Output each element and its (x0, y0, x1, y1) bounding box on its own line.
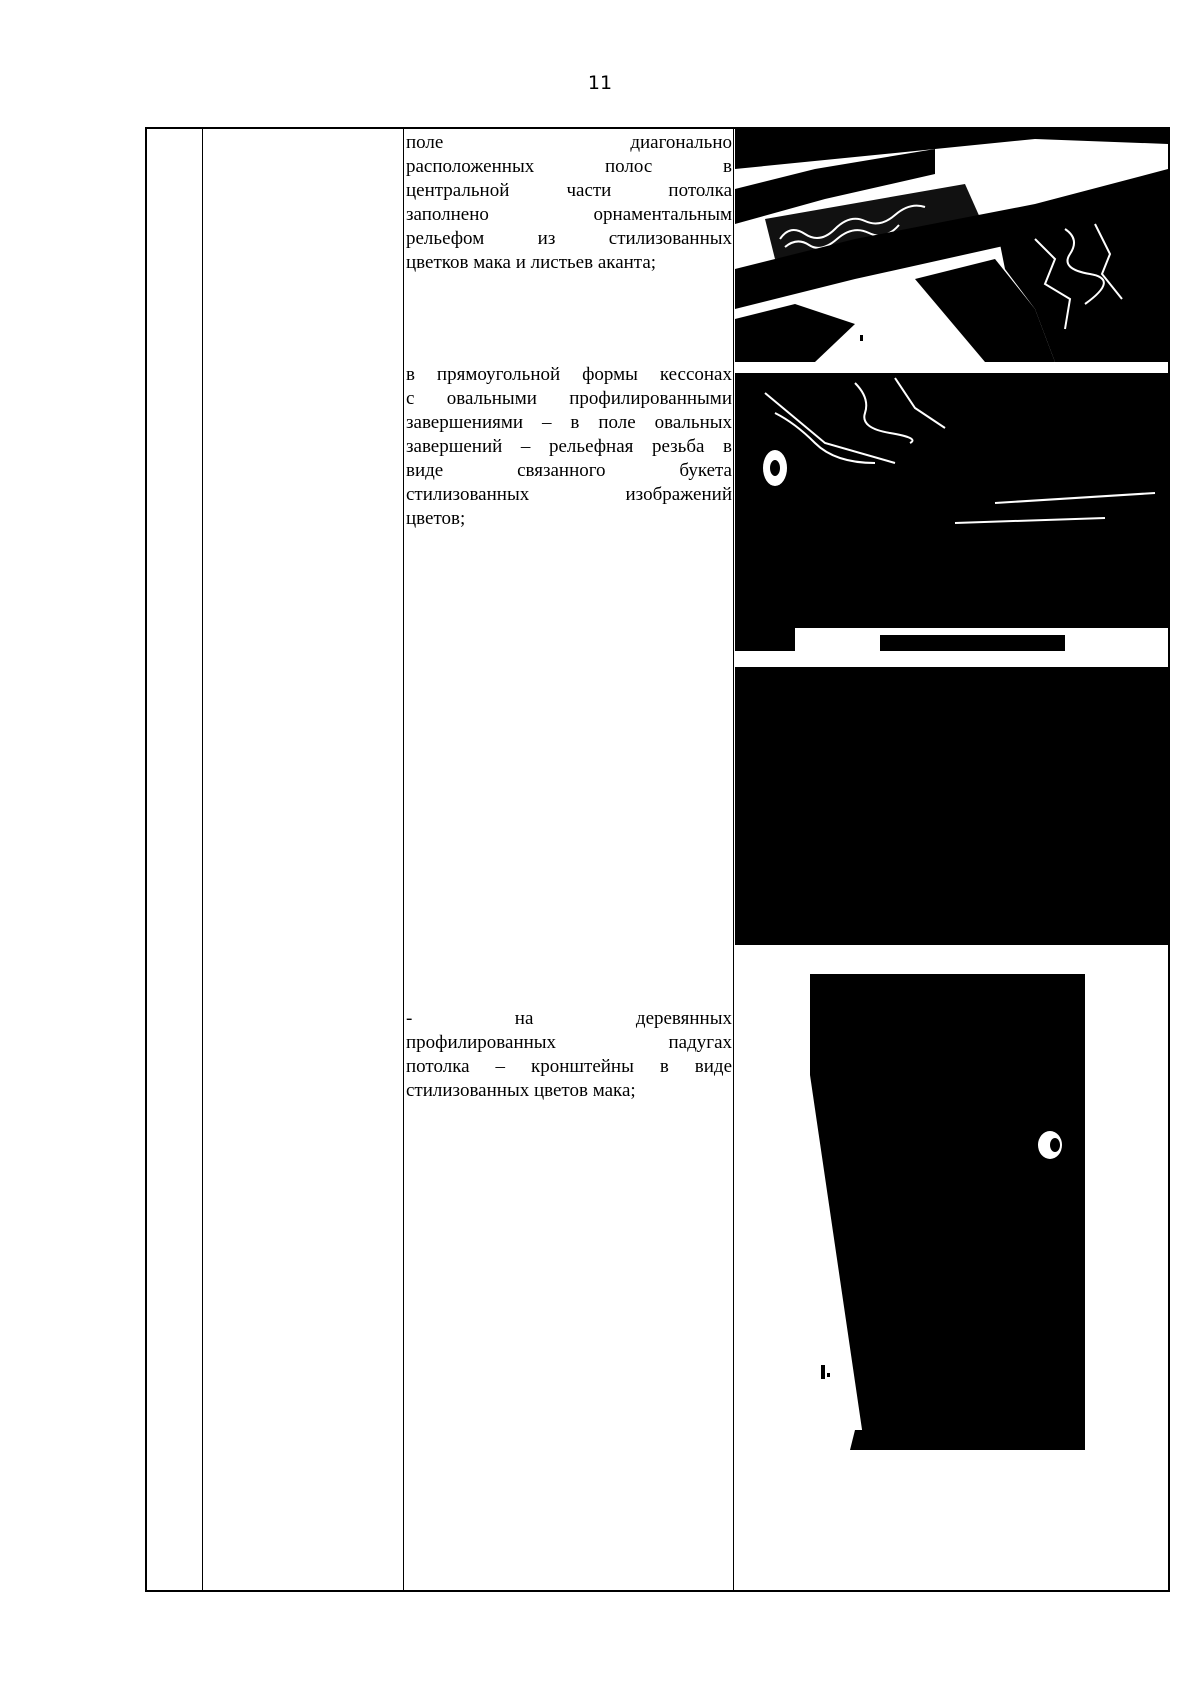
coffer-ceiling-photo (735, 373, 1168, 651)
text-line: с овальными профилированными (406, 388, 732, 409)
column-divider (403, 129, 404, 1590)
text-line: стилизованных изображений (406, 484, 732, 505)
text-line: расположенных полос в (406, 156, 732, 177)
text-line: рельефом из стилизованных (406, 228, 732, 249)
ceiling-ornament-photo (735, 129, 1168, 362)
text-line: потолка – кронштейны в виде (406, 1056, 732, 1077)
page-number: 11 (587, 72, 613, 94)
bracket-photo (735, 945, 1168, 1465)
text-line: центральной части потолка (406, 180, 732, 201)
column-divider (733, 129, 734, 1590)
text-line: в прямоугольной формы кессонах (406, 364, 732, 385)
text-line: завершений – рельефная резьба в (406, 436, 732, 457)
text-line: цветков мака и листьев аканта; (406, 252, 657, 273)
text-line: виде связанного букета (406, 460, 732, 481)
description-text-3 (406, 1007, 732, 1103)
text-line: заполнено орнаментальным (406, 204, 732, 225)
text-line: стилизованных цветов мака; (406, 1080, 636, 1101)
description-table (145, 127, 1170, 1592)
text-line: профилированных падугах (406, 1032, 732, 1053)
column-divider (202, 129, 203, 1590)
text-line: цветов; (406, 508, 466, 529)
text-line: поле диагонально (406, 132, 732, 153)
description-text-2 (406, 363, 732, 531)
description-text-1 (406, 131, 732, 275)
dark-photo (735, 667, 1170, 945)
text-line: завершениями – в поле овальных (406, 412, 732, 433)
text-line: - на деревянных (406, 1008, 732, 1029)
